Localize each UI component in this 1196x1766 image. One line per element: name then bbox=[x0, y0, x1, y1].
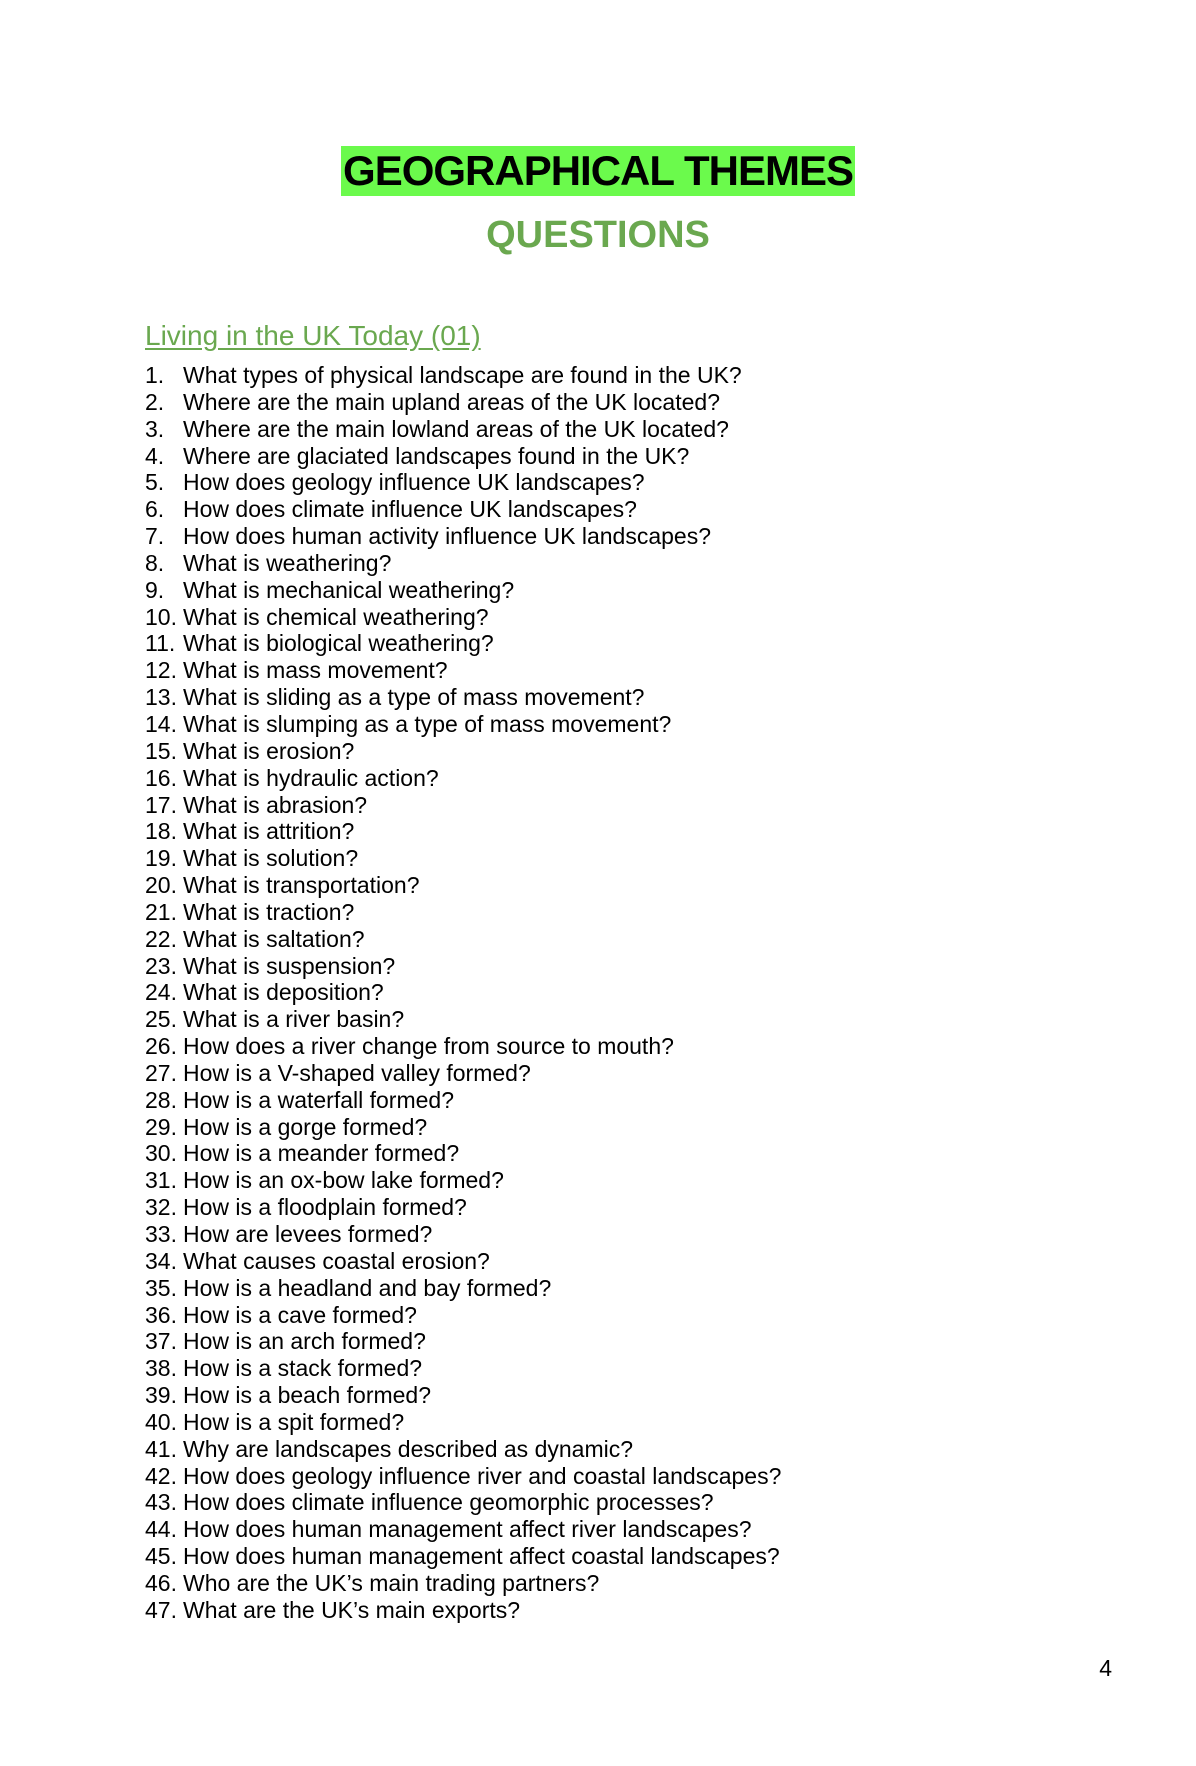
question-text: What is solution? bbox=[183, 845, 359, 872]
question-number: 6. bbox=[145, 496, 165, 523]
question-number: 13. bbox=[145, 684, 177, 711]
question-text: How does climate influence geomorphic processes? bbox=[183, 1489, 714, 1516]
question-item bbox=[145, 523, 1045, 550]
question-text: Who are the UK’s main trading partners? bbox=[183, 1569, 600, 1596]
question-text: Why are landscapes described as dynamic? bbox=[183, 1435, 634, 1462]
question-item bbox=[145, 1489, 1045, 1516]
question-item bbox=[145, 1275, 1045, 1302]
question-text: What is weathering? bbox=[183, 549, 392, 576]
question-text: How is a headland and bay formed? bbox=[183, 1274, 552, 1301]
question-text: What is transportation? bbox=[183, 872, 420, 899]
question-text: How is a cave formed? bbox=[183, 1301, 417, 1328]
question-number: 30. bbox=[145, 1140, 177, 1167]
question-item bbox=[145, 1355, 1045, 1382]
question-text: What is mechanical weathering? bbox=[183, 576, 515, 603]
title-container bbox=[0, 146, 1196, 196]
question-number: 10. bbox=[145, 603, 177, 630]
question-item bbox=[145, 577, 1045, 604]
question-text: What is deposition? bbox=[183, 979, 384, 1006]
question-text: How is a beach formed? bbox=[183, 1382, 432, 1409]
question-number: 24. bbox=[145, 979, 177, 1006]
question-text: How does climate influence UK landscapes? bbox=[183, 496, 637, 523]
question-item bbox=[145, 1140, 1045, 1167]
question-number: 44. bbox=[145, 1516, 177, 1543]
question-item bbox=[145, 443, 1045, 470]
question-text: How does a river change from source to mouth? bbox=[183, 1033, 674, 1060]
question-number: 1. bbox=[145, 362, 165, 388]
question-number: 34. bbox=[145, 1247, 177, 1274]
question-item bbox=[145, 1597, 1045, 1624]
question-number: 38. bbox=[145, 1355, 177, 1382]
question-item bbox=[145, 389, 1045, 416]
question-number: 22. bbox=[145, 925, 177, 952]
question-item bbox=[145, 1516, 1045, 1543]
question-text: What is abrasion? bbox=[183, 791, 368, 818]
question-number: 18. bbox=[145, 818, 177, 845]
question-text: How is a stack formed? bbox=[183, 1355, 423, 1382]
question-number: 35. bbox=[145, 1274, 177, 1301]
question-number: 39. bbox=[145, 1382, 177, 1409]
question-text: What is biological weathering? bbox=[183, 630, 494, 657]
question-number: 16. bbox=[145, 764, 177, 791]
question-number: 7. bbox=[145, 523, 165, 550]
question-text: What is mass movement? bbox=[183, 657, 448, 684]
question-item bbox=[145, 1463, 1045, 1490]
question-item bbox=[145, 1543, 1045, 1570]
question-number: 23. bbox=[145, 952, 177, 979]
question-item bbox=[145, 1302, 1045, 1329]
question-item bbox=[145, 1087, 1045, 1114]
question-item bbox=[145, 684, 1045, 711]
question-item bbox=[145, 1194, 1045, 1221]
question-item bbox=[145, 926, 1045, 953]
question-number: 25. bbox=[145, 1006, 177, 1033]
question-text: What is saltation? bbox=[183, 925, 365, 952]
question-item bbox=[145, 469, 1045, 496]
question-item bbox=[145, 845, 1045, 872]
question-item bbox=[145, 1006, 1045, 1033]
question-number: 46. bbox=[145, 1569, 177, 1596]
question-item bbox=[145, 979, 1045, 1006]
question-text: How does human activity influence UK landscapes? bbox=[183, 523, 712, 550]
question-item bbox=[145, 550, 1045, 577]
question-item bbox=[145, 362, 1045, 389]
question-number: 31. bbox=[145, 1167, 177, 1194]
question-item bbox=[145, 416, 1045, 443]
question-text: How is a floodplain formed? bbox=[183, 1194, 467, 1221]
question-item bbox=[145, 1033, 1045, 1060]
question-number: 17. bbox=[145, 791, 177, 818]
question-number: 8. bbox=[145, 549, 165, 576]
question-number: 29. bbox=[145, 1113, 177, 1140]
question-number: 21. bbox=[145, 898, 177, 925]
question-text: What is erosion? bbox=[183, 737, 355, 764]
page-subtitle: QUESTIONS bbox=[486, 214, 710, 256]
question-number: 14. bbox=[145, 710, 177, 737]
question-item bbox=[145, 765, 1045, 792]
question-number: 40. bbox=[145, 1408, 177, 1435]
question-text: What causes coastal erosion? bbox=[183, 1247, 490, 1274]
question-number: 33. bbox=[145, 1221, 177, 1247]
question-item bbox=[145, 1248, 1045, 1275]
section-heading-link[interactable]: Living in the UK Today (01) bbox=[145, 320, 481, 351]
question-number: 42. bbox=[145, 1462, 177, 1489]
question-number: 20. bbox=[145, 872, 177, 899]
question-text: What is suspension? bbox=[183, 952, 396, 979]
question-number: 26. bbox=[145, 1033, 177, 1060]
question-number: 41. bbox=[145, 1435, 177, 1462]
question-text: How is a meander formed? bbox=[183, 1140, 460, 1167]
question-item bbox=[145, 818, 1045, 845]
question-number: 37. bbox=[145, 1328, 177, 1355]
question-number: 32. bbox=[145, 1194, 177, 1221]
question-text: How does geology influence UK landscapes? bbox=[183, 469, 645, 496]
question-text: How does human management affect river landscapes? bbox=[183, 1516, 752, 1543]
question-text: What is a river basin? bbox=[183, 1006, 405, 1033]
question-number: 3. bbox=[145, 415, 165, 442]
question-item bbox=[145, 657, 1045, 684]
question-item bbox=[145, 1382, 1045, 1409]
question-item bbox=[145, 1328, 1045, 1355]
question-number: 2. bbox=[145, 388, 165, 415]
question-text: What is sliding as a type of mass movement? bbox=[183, 684, 645, 711]
question-item bbox=[145, 604, 1045, 631]
question-number: 43. bbox=[145, 1489, 177, 1516]
question-item bbox=[145, 711, 1045, 738]
question-text: What is traction? bbox=[183, 898, 355, 925]
question-number: 19. bbox=[145, 845, 177, 872]
question-number: 15. bbox=[145, 737, 177, 764]
question-number: 4. bbox=[145, 442, 165, 469]
question-text: How is a gorge formed? bbox=[183, 1113, 428, 1140]
page-number: 4 bbox=[1099, 1655, 1112, 1681]
question-item bbox=[145, 872, 1045, 899]
question-text: How does geology influence river and coastal landscapes? bbox=[183, 1462, 782, 1489]
question-text: What types of physical landscape are found in the UK? bbox=[183, 362, 742, 388]
question-text: How are levees formed? bbox=[183, 1221, 433, 1247]
page-title: GEOGRAPHICAL THEMES bbox=[343, 147, 853, 194]
question-item bbox=[145, 1409, 1045, 1436]
question-number: 28. bbox=[145, 1086, 177, 1113]
question-text: What is attrition? bbox=[183, 818, 355, 845]
question-number: 5. bbox=[145, 469, 165, 496]
question-text: Where are the main upland areas of the UK located? bbox=[183, 388, 720, 415]
question-item bbox=[145, 1221, 1045, 1248]
question-item bbox=[145, 953, 1045, 980]
question-item bbox=[145, 1114, 1045, 1141]
question-text: How is an arch formed? bbox=[183, 1328, 426, 1355]
question-item bbox=[145, 1570, 1045, 1597]
question-item bbox=[145, 738, 1045, 765]
question-number: 47. bbox=[145, 1596, 177, 1623]
question-number: 45. bbox=[145, 1543, 177, 1570]
question-item bbox=[145, 899, 1045, 926]
question-item bbox=[145, 792, 1045, 819]
question-text: Where are glaciated landscapes found in the UK? bbox=[183, 442, 690, 469]
question-item bbox=[145, 496, 1045, 523]
question-text: What are the UK’s main exports? bbox=[183, 1596, 521, 1623]
question-list bbox=[145, 362, 1045, 1624]
question-number: 9. bbox=[145, 576, 165, 603]
question-text: What is slumping as a type of mass movement? bbox=[183, 710, 672, 737]
question-item bbox=[145, 630, 1045, 657]
question-text: How is an ox-bow lake formed? bbox=[183, 1167, 504, 1194]
question-item bbox=[145, 1060, 1045, 1087]
question-text: What is hydraulic action? bbox=[183, 764, 439, 791]
question-item bbox=[145, 1167, 1045, 1194]
question-text: How is a waterfall formed? bbox=[183, 1086, 454, 1113]
question-text: How is a spit formed? bbox=[183, 1408, 405, 1435]
question-number: 12. bbox=[145, 657, 177, 684]
question-number: 36. bbox=[145, 1301, 177, 1328]
question-text: How is a V-shaped valley formed? bbox=[183, 1059, 531, 1086]
question-text: Where are the main lowland areas of the UK located? bbox=[183, 415, 729, 442]
question-text: How does human management affect coastal landscapes? bbox=[183, 1543, 780, 1570]
question-number: 27. bbox=[145, 1059, 177, 1086]
question-number: 11. bbox=[145, 630, 176, 657]
question-text: What is chemical weathering? bbox=[183, 603, 489, 630]
question-item bbox=[145, 1436, 1045, 1463]
